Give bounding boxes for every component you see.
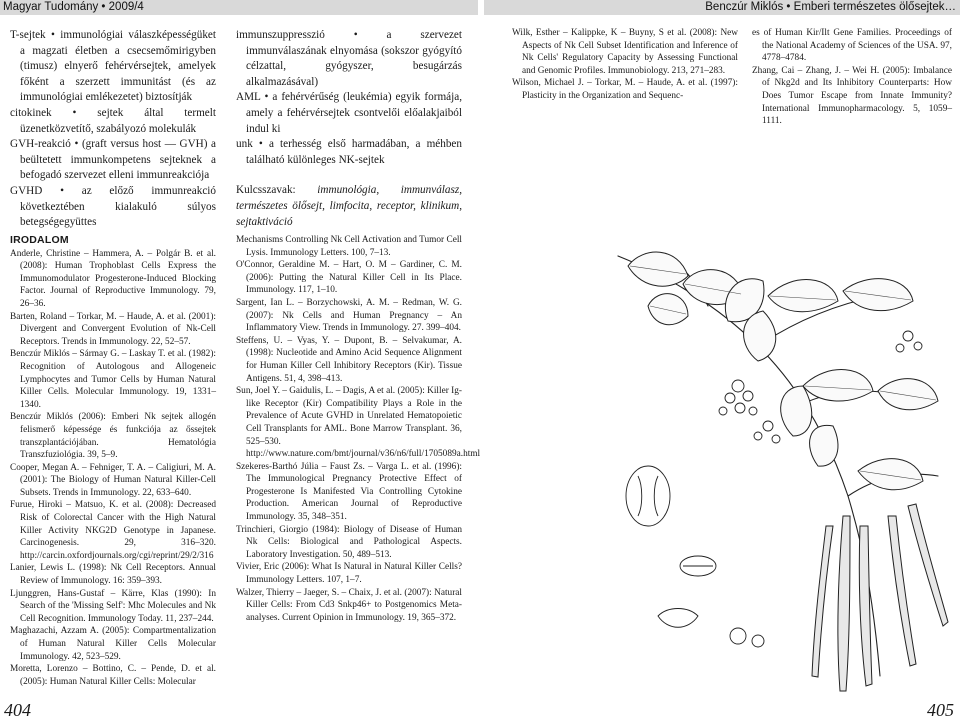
page-number-right: 405 <box>927 700 954 720</box>
reference-entry: Zhang, Cai – Zhang, J. – Wei H. (2005): Imbalance of Nkg2d and Its Inhibitory Counterparts: How Does Tumor Escape from Innate Immunity? International Immunopharmacology. 5, 1059–1111. <box>752 65 952 127</box>
reference-entry: Benczúr Miklós (2006): Emberi Nk sejtek allogén felismerő képessége és funkciója az őssejtek transzplantációjában. Hematológia Transzfuziológia. 39, 5–9. <box>10 412 216 461</box>
reference-entry: Szekeres-Barthó Júlia – Faust Zs. – Varga L. et al. (1996): The Immunological Pregnancy Protective Effect of Progesterone Is Manifested Via Controlling Cytokine Production. American Journal of Reproductive Immunology. 35, 348–351. <box>236 461 462 523</box>
glossary-entry: AML • a fehérvérűség (leukémia) egyik formája, amely a fehérvérsejtek csontvelői előalakjaiból indul ki <box>236 91 462 135</box>
reference-entry: Benczúr Miklós – Sármay G. – Laskay T. et al. (1982): Recognition of Autologous and Allogeneic Lymphocytes and Tumor Cells by Human Natural Killer Cells. Molecular Immunology. 19, 1331–1340. <box>10 349 216 410</box>
botanical-plant-illustration <box>588 236 960 696</box>
reference-entry: Cooper, Megan A. – Fehniger, T. A. – Caligiuri, M. A. (2001): The Biology of Human Natural Killer-Cell Subsets. Trends in Immunology. 22, 633–640. <box>10 462 216 498</box>
glossary-entry: GVHD • az előző immunreakció következtében kialakuló súlyos betegségegyüttes <box>10 184 216 229</box>
reference-entry: Vivier, Eric (2006): What Is Natural in Natural Killer Cells? Immunology Letters. 107, 1–7. <box>236 562 462 586</box>
glossary-entry: T-sejtek • immunológiai válaszképességüket a magzati életben a csecsemőmirigyben (timusz) elnyerő fehérvérsejtek, amelyek főként a szerzett immunitást (és az immunológiai emlékezetet) biztosítják <box>10 29 216 104</box>
glossary-entry: citokinek • sejtek által termelt üzenetközvetítő, szabályozó molekulák <box>10 106 216 135</box>
reference-entry: Sun, Joel Y. – Gaidulis, L. – Dagis, A et al. (2005): Killer Ig-like Receptor (Kir) Compatibility Plays a Role in the Prevalence of Acute GVHD in Unrelated Hematopoietic Cell Transplants for AML. Bone Marrow Transplant. 36, 525–530. http://www.nature.com/bmt/journal/v36/n6/full/1705089a.html <box>236 386 481 460</box>
glossary-column-left <box>10 28 216 231</box>
reference-entry: Trinchieri, Giorgio (1984): Biology of Disease of Human Nk Cells: Biological and Pathological Aspects. Laboratory Investigation. 50, 489–513. <box>236 524 462 560</box>
references-continued-col2 <box>752 27 952 128</box>
keywords-label: Kulcsszavak: <box>236 184 296 197</box>
running-header-right <box>484 0 960 15</box>
running-header-left <box>0 0 478 15</box>
reference-entry: Mechanisms Controlling Nk Cell Activation and Tumor Cell Lysis. Immunology Letters. 100, 7–13. <box>236 235 462 258</box>
reference-entry: Moretta, Lorenzo – Bottino, C. – Pende, D. et al. (2005): Human Natural Killer Cells: Molecular <box>10 664 216 687</box>
bibliography-column-1 <box>10 234 216 688</box>
reference-entry: Steffens, U. – Vyas, Y. – Dupont, B. – Selvakumar, A. (1998): Nucleotide and Amino Acid Sequence Alignment for Human Killer Cell Inhibitory Receptors (Kir). Tissue Antigens. 51, 4, 398–413. <box>236 335 462 384</box>
article-title-label: Benczúr Miklós • Emberi természetes ölősejtek… <box>705 1 956 13</box>
keywords <box>236 183 462 230</box>
keywords-text: immunológia, immunválasz, természetes ölősejt, limfocita, receptor, klinikum, sejtaktiváció <box>236 184 462 228</box>
references-continued-col1 <box>512 27 738 103</box>
glossary-entry: GVH-reakció • (graft versus host — GVH) a beültetett immunkompetens sejteknek a befogadó szervezet elleni immunreakciója <box>10 138 216 182</box>
reference-entry: Anderle, Christine – Hammera, A. – Polgár B. et al. (2008): Human Trophoblast Cells Express the Immunomodulator Progesterone-Induced Blocking Factor. Journal of Reproductive Immunology. 79, 26–36. <box>10 248 216 309</box>
reference-entry: Sargent, Ian L. – Borzychowski, A. M. – Redman, W. G. (2007): Nk Cells and Human Pregnancy – An Inflammatory View. Trends in Immunology. 27. 399–404. <box>236 297 462 334</box>
journal-issue-label: Magyar Tudomány • 2009/4 <box>3 1 144 13</box>
reference-entry: Maghazachi, Azzam A. (2005): Compartmentalization of Human Natural Killer Cells Molecular Immunology. 42, 523–529. <box>10 626 216 662</box>
reference-entry: Wilson, Michael J. – Torkar, M. – Haude, A. et al. (1997): Plasticity in the Organization and Sequenc- <box>512 78 738 101</box>
glossary-entry: unk • a terhesség első harmadában, a méhben található különleges NK-sejtek <box>236 138 462 166</box>
page-number-left: 404 <box>4 700 31 720</box>
reference-entry: Walzer, Thierry – Jaeger, S. – Chaix, J. et al. (2007): Natural Killer Cells: From Cd3 Snkp46+ to Postgenomics Meta-analyses. Current Opinion in Immunology. 19, 365–372. <box>236 587 462 623</box>
reference-entry: Lanier, Lewis L. (1998): Nk Cell Receptors. Annual Review of Immunology. 16: 359–393. <box>10 563 216 587</box>
reference-entry: es of Human Kir/Ilt Gene Families. Proceedings of the National Academy of Sciences of the USA. 97, 4778–4784. <box>752 28 952 64</box>
bibliography-column-2 <box>236 234 481 624</box>
reference-entry: Barten, Roland – Torkar, M. – Haude, A. et al. (2001): Divergent and Convergent Evolution of Nk-Cell Receptors. Trends in Immunology. 22, 52–57. <box>10 311 216 347</box>
bibliography-heading: IRODALOM <box>10 234 69 246</box>
reference-entry: Wilk, Esther – Kalippke, K – Buyny, S et al. (2008): New Aspects of Nk Cell Subset Identification and Inference of Nk Cells' Regulatory Capacity by Assessing Functional and Genomic Profiles. Immunobiology. 213, 271–283. <box>512 28 738 76</box>
reference-entry: Furue, Hiroki – Matsuo, K. et al. (2008): Decreased Risk of Colorectal Cancer with the High Natural Killer Activity NKG2D Genotype in Japanese. Carcinogenesis. 29, 316–320. http://carcin.oxfordjournals.org/cgi/reprint/29/2/316 <box>10 500 216 561</box>
reference-entry: O'Connor, Geraldine M. – Hart, O. M – Gardiner, C. M. (2006): Putting the Natural Killer Cell in Its Place. Immunology. 117, 1–10. <box>236 260 462 296</box>
glossary-entry: immunszuppresszió • a szervezet immunválaszának elnyomása (sokszor gyógyító célzattal, gyógyszer, besugárzás alkalmazásával) <box>236 29 462 88</box>
glossary-column-right <box>236 28 462 230</box>
reference-entry: Ljunggren, Hans-Gustaf – Kärre, Klas (1990): In Search of the 'Missing Self': Mhc Molecules and Nk Cell Recognition. Immunology Today. 11, 237–244. <box>10 588 216 624</box>
